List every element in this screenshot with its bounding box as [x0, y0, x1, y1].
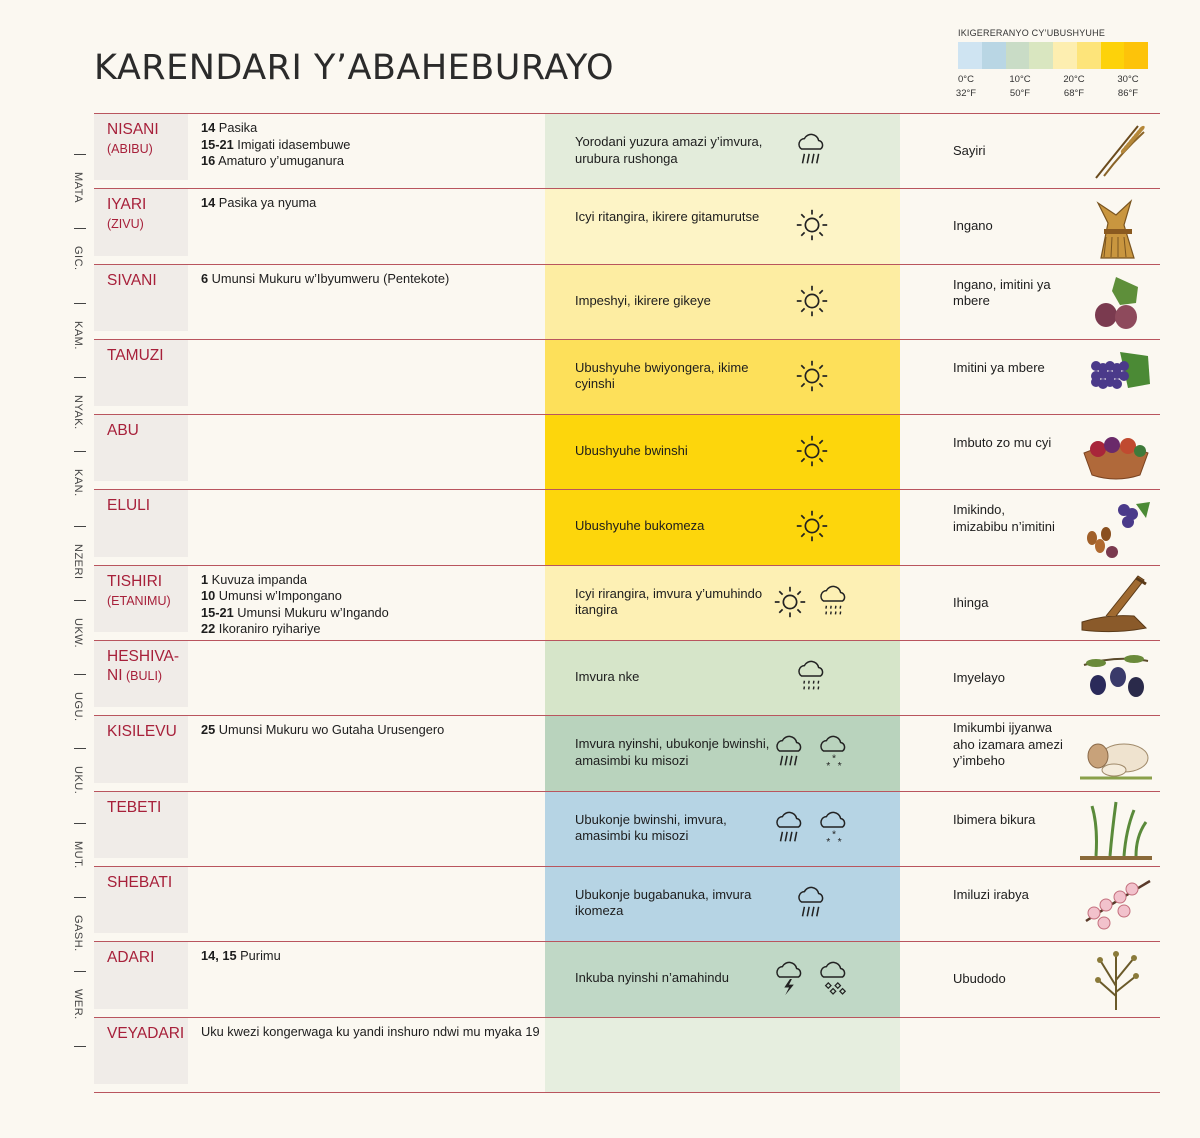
sheep-icon — [1076, 720, 1156, 786]
month-cell — [94, 867, 188, 933]
weather-cell — [545, 114, 900, 188]
month-row — [94, 565, 1160, 640]
weather-text: Ubukonje bwinshi, imvura, amasimbi ku misozi — [575, 811, 727, 844]
festival-item: Uku kwezi kongerwaga ku yandi inshuro ndwi mu myaka 19 — [201, 1023, 540, 1039]
weather-text: Ubushyuhe bukomeza — [575, 518, 705, 534]
hebrew-month-name: TISHIRI (ETANIMU) — [107, 572, 171, 611]
month-cell — [94, 792, 188, 858]
hebrew-month-name: TEBETI — [107, 798, 162, 816]
hebrew-month-name: SHEBATI — [107, 873, 173, 891]
agriculture-text: Ingano — [953, 218, 993, 234]
weather-cell — [545, 566, 900, 640]
rain-icon — [771, 732, 809, 772]
weather-text: Icyi rirangira, imvura y’umuhindo itangira — [575, 585, 763, 618]
month-row — [94, 414, 1160, 489]
side-month: NYAK. — [72, 394, 84, 430]
weather-icons — [771, 958, 853, 998]
month-row — [94, 1017, 1160, 1093]
festival-item: 15-21 Imigati idasembuwe — [201, 136, 351, 152]
snow-icon — [815, 808, 853, 848]
hebrew-month-name: KISILEVU — [107, 723, 177, 741]
festival-item: 15-21 Umunsi Mukuru w’Ingando — [201, 604, 389, 620]
sun-icon — [793, 356, 831, 396]
storm-icon — [771, 958, 809, 998]
olives-icon — [1076, 645, 1156, 711]
side-month: UGU. — [72, 692, 84, 722]
weather-text: Ubukonje bugabanuka, imvura ikomeza — [575, 886, 752, 919]
drizzle-icon — [793, 657, 831, 697]
svg-text:*: * — [826, 836, 831, 848]
rain-icon — [793, 883, 831, 923]
sprouts-icon — [1076, 796, 1156, 862]
side-month: WER. — [72, 989, 84, 1021]
hebrew-month-alt-name: (ETANIMU) — [107, 593, 171, 608]
almond-blossom-icon — [1076, 871, 1156, 937]
weather-cell — [545, 490, 900, 564]
svg-text:*: * — [837, 761, 842, 773]
weather-icons — [793, 506, 831, 546]
weather-icons — [793, 281, 831, 321]
festival-item: 14 Pasika — [201, 120, 258, 135]
weather-cell — [545, 716, 900, 790]
month-cell — [94, 490, 188, 556]
weather-cell — [545, 415, 900, 489]
month-row — [94, 188, 1160, 263]
month-row — [94, 941, 1160, 1016]
flax-icon — [1076, 946, 1156, 1012]
legend-color-bar — [958, 42, 1148, 69]
legend-swatch — [958, 42, 982, 69]
wheat-sheaf-icon — [1076, 193, 1156, 259]
agriculture-text: Ingano, imitini ya mbere — [953, 276, 1051, 309]
side-month: UKW. — [72, 617, 84, 648]
festivals-cell — [201, 1024, 541, 1041]
rain-icon — [771, 808, 809, 848]
legend-swatch — [1053, 42, 1077, 69]
weather-cell — [545, 1018, 900, 1092]
dates-grapes-icon — [1076, 494, 1156, 560]
agriculture-text: Sayiri — [953, 143, 986, 158]
month-row — [94, 715, 1160, 790]
month-cell — [94, 340, 188, 406]
weather-text: Imvura nke — [575, 669, 640, 685]
month-row — [94, 113, 1160, 188]
agriculture-text: Ihinga — [953, 594, 989, 610]
snow-icon — [815, 732, 853, 772]
festivals-cell — [201, 948, 541, 965]
legend-tick: 0°C 32°F — [955, 74, 977, 99]
sun-icon — [793, 506, 831, 546]
weather-cell — [545, 265, 900, 339]
barley-icon — [1076, 118, 1156, 184]
agriculture-text: Imiluzi irabya — [953, 886, 1029, 902]
hebrew-month-alt-name: (ZIVU) — [107, 217, 144, 232]
month-row — [94, 791, 1160, 866]
legend-swatch — [1029, 42, 1053, 69]
svg-text:*: * — [837, 836, 842, 848]
side-month: KAN. — [72, 469, 84, 497]
legend-swatch — [1006, 42, 1030, 69]
fruit-basket-icon — [1076, 419, 1156, 485]
festivals-cell — [201, 195, 541, 212]
weather-text: Icyi ritangira, ikirere gitamurutse — [575, 209, 760, 225]
svg-text:*: * — [831, 829, 837, 841]
hail-icon — [815, 958, 853, 998]
festivals-cell — [201, 572, 541, 638]
legend-swatch — [982, 42, 1006, 69]
hebrew-month-name: SIVANI — [107, 271, 157, 289]
festival-item: 22 Ikoraniro ryihariye — [201, 621, 321, 637]
agriculture-text: Imitini ya mbere — [953, 359, 1045, 375]
weather-text: Imvura nyinshi, ubukonje bwinshi, amasimbi ku misozi — [575, 736, 770, 768]
hebrew-month-name: VEYADARI — [107, 1024, 185, 1042]
legend-swatch — [1124, 42, 1148, 69]
weather-icons — [793, 657, 831, 697]
festival-item: 25 Umunsi Mukuru wo Gutaha Urusengero — [201, 722, 445, 738]
legend-tick: 10°C 50°F — [1009, 74, 1031, 99]
hebrew-month-name: ABU — [107, 422, 139, 440]
calendar-table — [94, 113, 1160, 1093]
month-row — [94, 866, 1160, 941]
side-month: KAM. — [72, 320, 84, 350]
weather-cell — [545, 792, 900, 866]
festival-item: 10 Umunsi w’Impongano — [201, 588, 342, 604]
month-row — [94, 264, 1160, 339]
month-cell — [94, 265, 188, 331]
weather-icons — [793, 356, 831, 396]
weather-cell — [545, 340, 900, 414]
month-row — [94, 640, 1160, 715]
month-cell — [94, 1018, 188, 1084]
hebrew-month-name: IYARI (ZIVU) — [107, 195, 146, 234]
weather-icons — [793, 130, 831, 170]
weather-cell — [545, 189, 900, 263]
agriculture-text: Imikumbi ijyanwa aho izamara amezi y’imbeho — [953, 720, 1063, 769]
festivals-cell — [201, 271, 541, 288]
hebrew-month-alt-name: (BULI) — [122, 669, 163, 684]
svg-text:*: * — [826, 761, 831, 773]
side-month: UKU. — [72, 766, 84, 795]
month-cell — [94, 716, 188, 782]
side-month: MATA — [72, 172, 84, 203]
temperature-legend — [955, 28, 1148, 99]
sun-icon — [793, 205, 831, 245]
month-cell — [94, 942, 188, 1008]
weather-text: Impeshyi, ikirere gikeye — [575, 292, 711, 308]
sun-icon — [793, 281, 831, 321]
legend-ticks — [955, 69, 1148, 99]
agriculture-text: Imyelayo — [953, 670, 1006, 686]
figs-icon — [1076, 269, 1156, 335]
weather-icons — [771, 808, 853, 848]
side-month: NZERI — [72, 543, 84, 579]
hebrew-month-name: NISANI (ABIBU) — [107, 120, 159, 159]
festivals-cell — [201, 120, 541, 170]
hebrew-month-name: ADARI — [107, 949, 155, 967]
plough-icon — [1076, 570, 1156, 636]
festival-item: 1 Kuvuza impanda — [201, 571, 308, 587]
hebrew-month-name: HESHIVA-NI (BULI) — [107, 648, 180, 685]
month-cell — [94, 641, 188, 707]
agriculture-text: Ibimera bikura — [953, 811, 1036, 827]
month-cell — [94, 415, 188, 481]
hebrew-month-name: ELULI — [107, 497, 151, 515]
weather-icons — [793, 431, 831, 471]
weather-icons — [771, 582, 853, 622]
month-row — [94, 339, 1160, 414]
weather-icons — [793, 205, 831, 245]
legend-tick: 30°C 86°F — [1117, 74, 1139, 99]
side-month: MUT. — [72, 840, 84, 869]
page-title: KARENDARI Y’ABAHEBURAYO — [94, 48, 615, 88]
rain-icon — [793, 130, 831, 170]
month-row — [94, 489, 1160, 564]
side-tick — [74, 154, 86, 155]
weather-cell — [545, 942, 900, 1016]
month-cell — [94, 566, 188, 632]
festival-item: 14 Pasika ya nyuma — [201, 195, 317, 211]
agriculture-text: Imikindo, imizabibu n’imitini — [953, 502, 1055, 534]
legend-swatch — [1101, 42, 1125, 69]
weather-text: Yorodani yuzura amazi y’imvura, urubura rushonga — [575, 134, 763, 166]
weather-cell — [545, 641, 900, 715]
festivals-cell — [201, 722, 541, 739]
svg-text:*: * — [831, 753, 837, 765]
agriculture-text: Imbuto zo mu cyi — [953, 435, 1052, 451]
legend-swatch — [1077, 42, 1101, 69]
weather-cell — [545, 867, 900, 941]
weather-text: Ubushyuhe bwiyongera, ikime cyinshi — [575, 359, 749, 392]
festival-item: 14, 15 Purimu — [201, 948, 281, 964]
month-cell — [94, 114, 188, 180]
legend-title: IKIGERERANYO CY’UBUSHYUHE — [958, 28, 1106, 38]
agriculture-text: Ubudodo — [953, 971, 1006, 987]
hebrew-month-alt-name: (ABIBU) — [107, 142, 153, 156]
side-month: GIC. — [72, 246, 84, 271]
hebrew-month-name: TAMUZI — [107, 346, 164, 364]
drizzle-icon — [815, 582, 853, 622]
legend-tick: 20°C 68°F — [1063, 74, 1085, 99]
weather-icons — [771, 732, 853, 772]
weather-icons — [793, 883, 831, 923]
weather-text: Ubushyuhe bwinshi — [575, 443, 688, 459]
festival-item: 16 Amaturo y’umuganura — [201, 153, 344, 168]
weather-text: Inkuba nyinshi n’amahindu — [575, 970, 729, 986]
sun-icon — [771, 582, 809, 622]
festival-item: 6 Umunsi Mukuru w’Ibyumweru (Pentekote) — [201, 270, 450, 286]
grapes-icon — [1076, 344, 1156, 410]
month-cell — [94, 189, 188, 255]
sun-icon — [793, 431, 831, 471]
side-month: GASH. — [72, 915, 84, 952]
